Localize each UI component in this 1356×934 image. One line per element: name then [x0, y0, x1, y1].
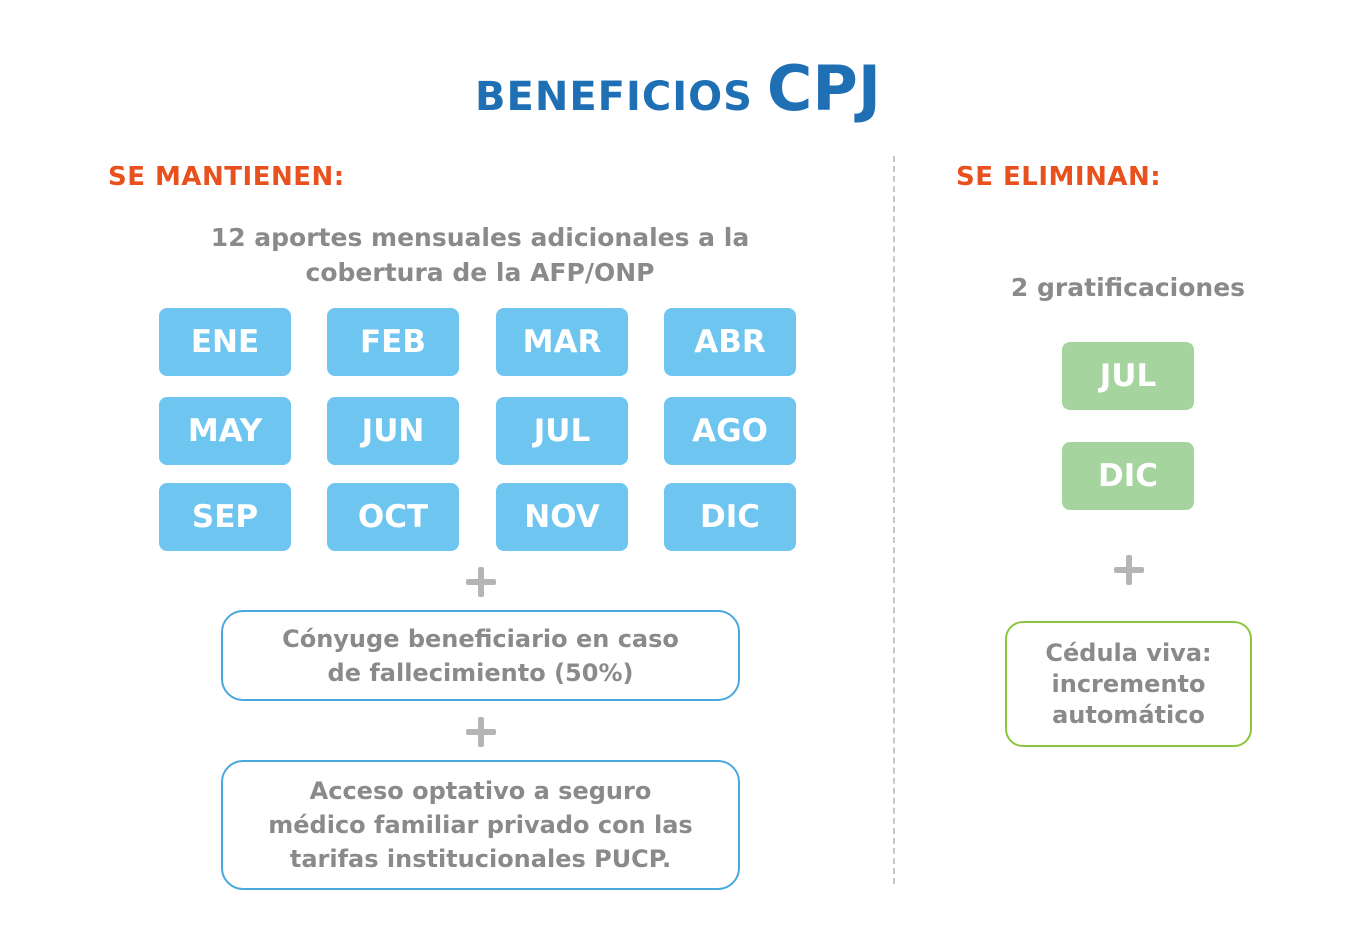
gratificacion-jul: JUL [1062, 342, 1194, 410]
subtitle-aportes-line2: cobertura de la AFP/ONP [305, 258, 655, 287]
month-abr: ABR [664, 308, 796, 376]
page-title [0, 52, 1356, 132]
box-seguro-line1: Acceso optativo a seguro [309, 777, 652, 805]
month-mar: MAR [496, 308, 628, 376]
box-cedula-line3: automático [1052, 700, 1205, 729]
column-divider [893, 156, 895, 884]
box-seguro-medico [221, 760, 740, 890]
plus-icon [466, 567, 496, 597]
month-oct: OCT [327, 483, 459, 551]
month-dic: DIC [664, 483, 796, 551]
box-conyuge-line1: Cónyuge beneficiario en caso [282, 624, 679, 653]
subtitle-aportes-line1: 12 aportes mensuales adicionales a la [210, 223, 750, 252]
month-jul: JUL [496, 397, 628, 465]
month-ago: AGO [664, 397, 796, 465]
plus-icon [1114, 555, 1144, 585]
title-part-cpj: CPJ [766, 52, 881, 125]
month-may: MAY [159, 397, 291, 465]
box-conyuge-beneficiario [221, 610, 740, 701]
subtitle-gratificaciones: 2 gratificaciones [1010, 273, 1246, 302]
heading-se-mantienen: SE MANTIENEN: [108, 162, 345, 192]
box-seguro-line2: médico familiar privado con las [268, 811, 693, 839]
box-conyuge-line2: de fallecimiento (50%) [327, 658, 634, 687]
heading-se-eliminan: SE ELIMINAN: [956, 162, 1162, 192]
month-ene: ENE [159, 308, 291, 376]
box-cedula-viva [1005, 621, 1252, 747]
plus-icon [466, 717, 496, 747]
box-cedula-line1: Cédula viva: [1045, 638, 1212, 667]
subtitle-aportes [180, 220, 780, 290]
month-feb: FEB [327, 308, 459, 376]
box-cedula-line2: incremento [1051, 669, 1206, 698]
box-seguro-line3: tarifas institucionales PUCP. [289, 845, 672, 873]
month-jun: JUN [327, 397, 459, 465]
month-nov: NOV [496, 483, 628, 551]
month-sep: SEP [159, 483, 291, 551]
title-part-beneficios: BENEFICIOS [475, 74, 753, 120]
gratificacion-dic: DIC [1062, 442, 1194, 510]
